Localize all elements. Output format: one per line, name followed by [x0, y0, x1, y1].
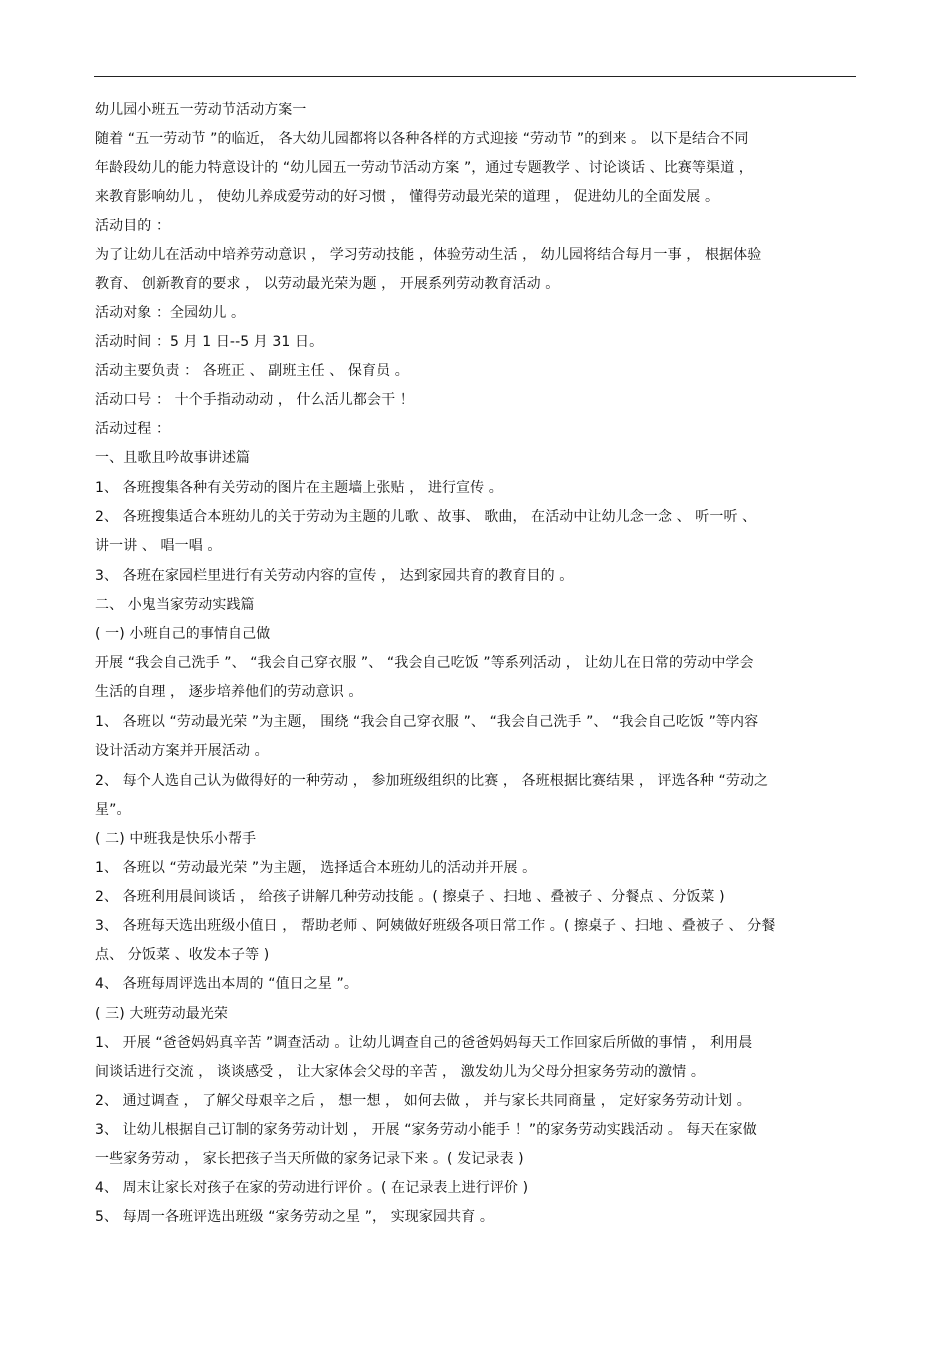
text-line: 来教育影响幼儿 ， 使幼儿养成爱劳动的好习惯 ， 懂得劳动最光荣的道理 ， 促进幼儿的全面发展 。	[95, 189, 720, 205]
text-line: 开展 “我会自己洗手 ”、 “我会自己穿衣服 ”、 “我会自己吃饭 ”等系列活动 ， 让幼儿在日常的劳动中学会	[95, 655, 754, 671]
text-line: 生活的自理 ， 逐步培养他们的劳动意识 。	[95, 684, 363, 700]
text-line: 为了让幼儿在活动中培养劳动意识 ， 学习劳动技能 ，体验劳动生活 ， 幼儿园将结合每月一事 ， 根据体验	[95, 247, 762, 263]
text-line: 3、 各班在家园栏里进行有关劳动内容的宣传 ， 达到家园共育的教育目的 。	[95, 568, 574, 584]
text-line: 1、 各班以 “劳动最光荣 ”为主题， 选择适合本班幼儿的活动并开展 。	[95, 860, 537, 876]
text-line: 星”。	[95, 802, 131, 818]
text-line: 讲一讲 、 唱一唱 。	[95, 538, 222, 554]
text-line: 4、 周末让家长对孩子在家的劳动进行评价 。( 在记录表上进行评价 )	[95, 1180, 529, 1196]
text-line: 一些家务劳动 ， 家长把孩子当天所做的家务记录下来 。( 发记录表 )	[95, 1151, 524, 1167]
text-line: 教育、 创新教育的要求 ， 以劳动最光荣为题 ， 开展系列劳动教育活动 。	[95, 276, 560, 292]
text-line: 一、且歌且吟故事讲述篇	[95, 450, 251, 466]
text-line: 活动时间 ：5 月 1 日--5 月 31 日。	[95, 334, 324, 350]
text-line: 间谈话进行交流 ， 谈谈感受 ， 让大家体会父母的辛苦 ， 激发幼儿为父母分担家务劳动的激情 。	[95, 1064, 705, 1080]
text-line: 2、 各班利用晨间谈话 ， 给孩子讲解几种劳动技能 。( 擦桌子 、扫地 、叠被子 、分餐点 、分饭菜 )	[95, 889, 725, 905]
text-line: 2、 各班搜集适合本班幼儿的关于劳动为主题的儿歌 、故事、 歌曲， 在活动中让幼儿念一念 、 听一听 、	[95, 509, 757, 525]
document-title: 幼儿园小班五一劳动节活动方案一	[95, 102, 307, 118]
text-line: 活动目的 ：	[95, 218, 171, 234]
text-line: 点、 分饭菜 、收发本子等 )	[95, 947, 270, 963]
text-line: 2、 通过调查 ， 了解父母艰辛之后 ， 想一想 ， 如何去做 ， 并与家长共同商量 ， 定好家务劳动计划 。	[95, 1093, 751, 1109]
text-line: 2、 每个人选自己认为做得好的一种劳动 ， 参加班级组织的比赛 ， 各班根据比赛结果 ， 评选各种 “劳动之	[95, 773, 769, 789]
text-line: 活动口号 ： 十个手指动动动 ， 什么活儿都会干 ！	[95, 392, 414, 408]
text-line: 活动过程 ：	[95, 421, 171, 437]
text-line: 3、 各班每天选出班级小值日 ， 帮助老师 、阿姨做好班级各项日常工作 。( 擦桌子 、扫地 、叠被子 、 分餐	[95, 918, 776, 934]
text-line: 设计活动方案并开展活动 。	[95, 743, 269, 759]
text-line: 1、 各班以 “劳动最光荣 ”为主题， 围绕 “我会自己穿衣服 ”、 “我会自己洗手 ”、 “我会自己吃饭 ”等内容	[95, 714, 759, 730]
text-line: ( 三) 大班劳动最光荣	[95, 1006, 229, 1022]
text-line: 随着 “五一劳动节 ”的临近， 各大幼儿园都将以各种各样的方式迎接 “劳动节 ”的到来 。 以下是结合不同	[95, 131, 749, 147]
text-line: 活动主要负责 ： 各班正 、 副班主任 、 保育员 。	[95, 363, 409, 379]
text-line: 3、 让幼儿根据自己订制的家务劳动计划 ， 开展 “家务劳动小能手 ！”的家务劳动实践活动 。 每天在家做	[95, 1122, 757, 1138]
header-rule	[94, 76, 856, 77]
text-line: ( 一) 小班自己的事情自己做	[95, 626, 271, 642]
text-line: 年龄段幼儿的能力特意设计的 “幼儿园五一劳动节活动方案 ”，通过专题教学 、讨论谈话 、比赛等渠道 ，	[95, 160, 753, 176]
text-line: 1、 开展 “爸爸妈妈真辛苦 ”调查活动 。让幼儿调查自己的爸爸妈妈每天工作回家后所做的事情 ， 利用晨	[95, 1035, 753, 1051]
text-line: 二、 小鬼当家劳动实践篇	[95, 597, 255, 613]
text-line: 4、 各班每周评选出本周的 “值日之星 ”。	[95, 976, 358, 992]
text-line: ( 二) 中班我是快乐小帮手	[95, 831, 257, 847]
text-line: 活动对象 ：全园幼儿 。	[95, 305, 246, 321]
text-line: 5、 每周一各班评选出班级 “家务劳动之星 ”， 实现家园共育 。	[95, 1209, 494, 1225]
text-line: 1、 各班搜集各种有关劳动的图片在主题墙上张贴 ， 进行宣传 。	[95, 480, 503, 496]
